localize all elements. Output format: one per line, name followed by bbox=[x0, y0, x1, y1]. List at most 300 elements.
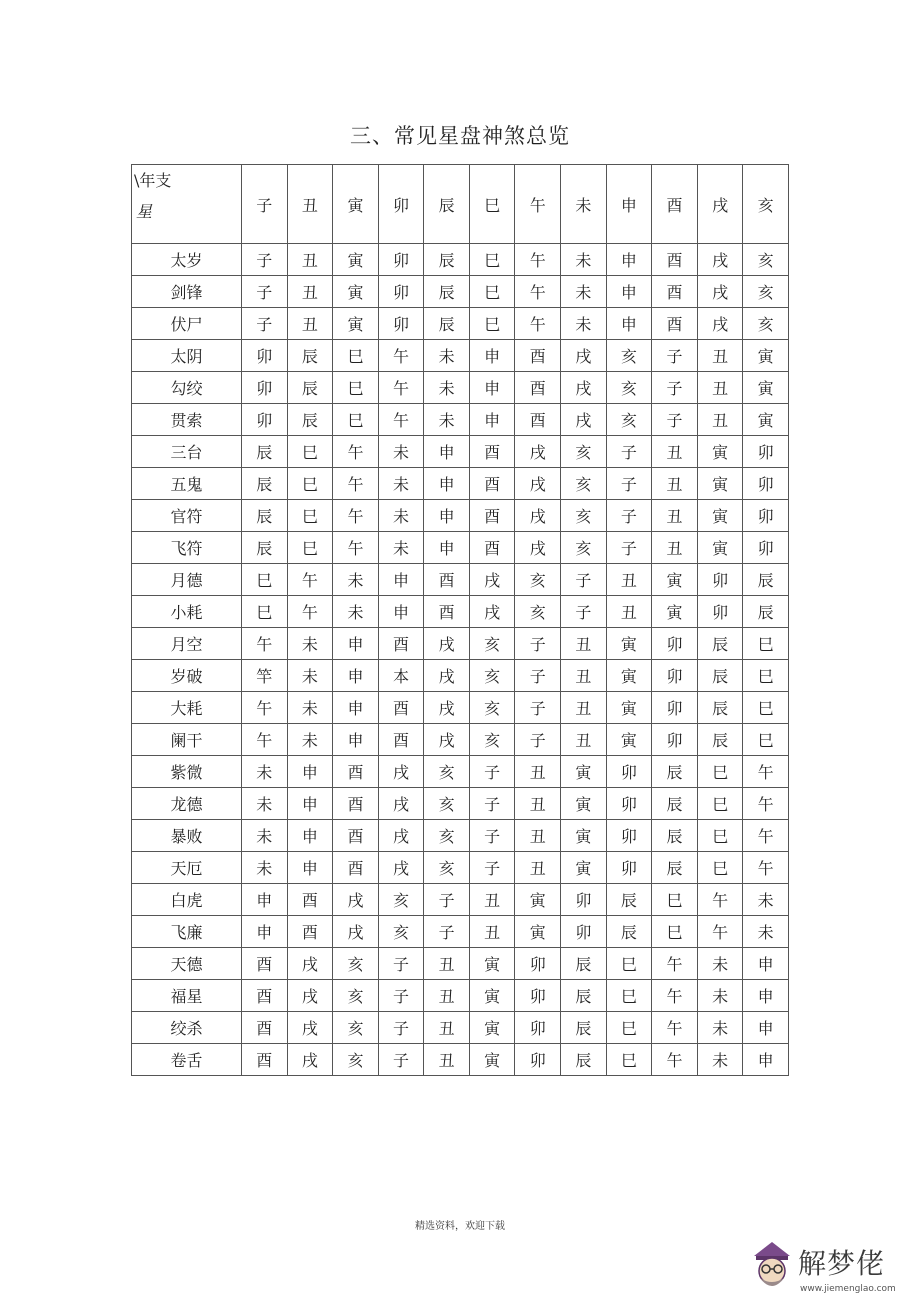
branch-value-cell: 子 bbox=[242, 308, 288, 340]
branch-value-cell: 戌 bbox=[287, 948, 333, 980]
branch-value-cell: 子 bbox=[378, 948, 424, 980]
branch-value-cell: 酉 bbox=[287, 884, 333, 916]
branch-value-cell: 酉 bbox=[424, 596, 470, 628]
branch-value-cell: 未 bbox=[424, 340, 470, 372]
branch-value-cell: 丑 bbox=[697, 404, 743, 436]
branch-value-cell: 巳 bbox=[652, 884, 698, 916]
branch-value-cell: 亥 bbox=[424, 788, 470, 820]
corner-header-cell bbox=[132, 165, 242, 244]
branch-value-cell: 未 bbox=[242, 788, 288, 820]
footer-text: 精选资料，欢迎下载 bbox=[415, 1221, 505, 1232]
branch-value-cell: 未 bbox=[242, 756, 288, 788]
star-name-cell: 三台 bbox=[132, 436, 242, 468]
table-row bbox=[132, 660, 789, 692]
branch-value-cell: 辰 bbox=[652, 852, 698, 884]
branch-value-cell: 未 bbox=[697, 1044, 743, 1076]
branch-value-cell: 子 bbox=[561, 564, 607, 596]
branch-header-cell: 午 bbox=[515, 165, 561, 244]
branch-value-cell: 巳 bbox=[606, 1044, 652, 1076]
branch-value-cell: 巳 bbox=[287, 532, 333, 564]
branch-value-cell: 申 bbox=[333, 692, 379, 724]
branch-value-cell: 子 bbox=[606, 436, 652, 468]
branch-value-cell: 亥 bbox=[469, 628, 515, 660]
branch-value-cell: 子 bbox=[515, 628, 561, 660]
branch-value-cell: 子 bbox=[515, 692, 561, 724]
branch-value-cell: 子 bbox=[652, 404, 698, 436]
branch-value-cell: 丑 bbox=[652, 500, 698, 532]
branch-value-cell: 辰 bbox=[242, 468, 288, 500]
star-name-cell: 暴败 bbox=[132, 820, 242, 852]
branch-value-cell: 戌 bbox=[333, 916, 379, 948]
branch-value-cell: 卯 bbox=[242, 340, 288, 372]
branch-value-cell: 卯 bbox=[242, 404, 288, 436]
branch-value-cell: 巳 bbox=[287, 500, 333, 532]
table-row bbox=[132, 308, 789, 340]
branch-value-cell: 丑 bbox=[561, 628, 607, 660]
branch-value-cell: 午 bbox=[378, 372, 424, 404]
branch-header-cell: 卯 bbox=[378, 165, 424, 244]
branch-value-cell: 巳 bbox=[697, 820, 743, 852]
branch-value-cell: 申 bbox=[333, 628, 379, 660]
branch-value-cell: 卯 bbox=[561, 916, 607, 948]
branch-value-cell: 午 bbox=[743, 788, 789, 820]
branch-value-cell: 未 bbox=[378, 468, 424, 500]
branch-value-cell: 辰 bbox=[561, 1044, 607, 1076]
branch-value-cell: 辰 bbox=[424, 308, 470, 340]
star-name-cell: 紫微 bbox=[132, 756, 242, 788]
branch-value-cell: 丑 bbox=[287, 308, 333, 340]
watermark-url: www.jiemenglao.com bbox=[800, 1284, 896, 1294]
branch-value-cell: 卯 bbox=[697, 564, 743, 596]
branch-value-cell: 申 bbox=[378, 564, 424, 596]
branch-value-cell: 卯 bbox=[242, 372, 288, 404]
branch-value-cell: 卯 bbox=[515, 1044, 561, 1076]
branch-value-cell: 戌 bbox=[697, 244, 743, 276]
table-row bbox=[132, 980, 789, 1012]
branch-value-cell: 巳 bbox=[697, 852, 743, 884]
branch-value-cell: 辰 bbox=[743, 596, 789, 628]
table-row bbox=[132, 564, 789, 596]
branch-value-cell: 申 bbox=[469, 404, 515, 436]
branch-value-cell: 巳 bbox=[743, 724, 789, 756]
branch-value-cell: 巳 bbox=[287, 436, 333, 468]
branch-value-cell: 申 bbox=[242, 884, 288, 916]
branch-value-cell: 未 bbox=[287, 692, 333, 724]
table-row bbox=[132, 276, 789, 308]
branch-value-cell: 戌 bbox=[469, 596, 515, 628]
branch-value-cell: 寅 bbox=[469, 948, 515, 980]
branch-value-cell: 丑 bbox=[515, 820, 561, 852]
branch-value-cell: 戌 bbox=[561, 372, 607, 404]
table-row bbox=[132, 436, 789, 468]
branch-value-cell: 亥 bbox=[515, 564, 561, 596]
branch-value-cell: 午 bbox=[652, 948, 698, 980]
branch-value-cell: 申 bbox=[469, 340, 515, 372]
branch-value-cell: 戌 bbox=[424, 724, 470, 756]
branch-value-cell: 辰 bbox=[652, 820, 698, 852]
branch-value-cell: 寅 bbox=[515, 884, 561, 916]
branch-value-cell: 竿 bbox=[242, 660, 288, 692]
branch-value-cell: 申 bbox=[606, 276, 652, 308]
branch-value-cell: 丑 bbox=[424, 948, 470, 980]
branch-value-cell: 辰 bbox=[287, 372, 333, 404]
branch-value-cell: 申 bbox=[606, 308, 652, 340]
branch-value-cell: 未 bbox=[378, 500, 424, 532]
branch-value-cell: 巳 bbox=[652, 916, 698, 948]
branch-value-cell: 丑 bbox=[469, 884, 515, 916]
branch-value-cell: 丑 bbox=[424, 1044, 470, 1076]
branch-value-cell: 子 bbox=[242, 276, 288, 308]
branch-value-cell: 巳 bbox=[333, 372, 379, 404]
branch-value-cell: 卯 bbox=[652, 724, 698, 756]
branch-value-cell: 申 bbox=[424, 500, 470, 532]
branch-value-cell: 丑 bbox=[606, 596, 652, 628]
branch-value-cell: 酉 bbox=[652, 308, 698, 340]
branch-value-cell: 卯 bbox=[743, 500, 789, 532]
branch-value-cell: 午 bbox=[697, 884, 743, 916]
branch-value-cell: 酉 bbox=[242, 1012, 288, 1044]
branch-header-cell: 亥 bbox=[743, 165, 789, 244]
branch-value-cell: 卯 bbox=[652, 692, 698, 724]
branch-value-cell: 寅 bbox=[469, 1012, 515, 1044]
branch-value-cell: 子 bbox=[652, 372, 698, 404]
branch-value-cell: 丑 bbox=[424, 1012, 470, 1044]
branch-header-cell: 申 bbox=[606, 165, 652, 244]
table-row bbox=[132, 724, 789, 756]
branch-value-cell: 辰 bbox=[652, 756, 698, 788]
branch-value-cell: 巳 bbox=[606, 980, 652, 1012]
branch-value-cell: 丑 bbox=[469, 916, 515, 948]
star-name-cell: 天厄 bbox=[132, 852, 242, 884]
branch-value-cell: 亥 bbox=[743, 276, 789, 308]
watermark-name: 解梦佬 bbox=[798, 1247, 886, 1280]
branch-value-cell: 寅 bbox=[606, 628, 652, 660]
table-row bbox=[132, 916, 789, 948]
branch-value-cell: 申 bbox=[287, 852, 333, 884]
star-name-cell: 勾绞 bbox=[132, 372, 242, 404]
branch-value-cell: 戌 bbox=[515, 436, 561, 468]
branch-value-cell: 未 bbox=[287, 628, 333, 660]
branch-value-cell: 酉 bbox=[469, 500, 515, 532]
branch-value-cell: 午 bbox=[697, 916, 743, 948]
branch-value-cell: 丑 bbox=[652, 532, 698, 564]
branch-value-cell: 未 bbox=[378, 436, 424, 468]
watermark-logo bbox=[748, 1238, 918, 1298]
branch-value-cell: 子 bbox=[606, 468, 652, 500]
branch-value-cell: 亥 bbox=[469, 660, 515, 692]
branch-value-cell: 午 bbox=[743, 852, 789, 884]
branch-value-cell: 酉 bbox=[242, 948, 288, 980]
star-name-cell: 月空 bbox=[132, 628, 242, 660]
star-name-cell: 伏尸 bbox=[132, 308, 242, 340]
branch-value-cell: 亥 bbox=[743, 308, 789, 340]
branch-value-cell: 戌 bbox=[378, 788, 424, 820]
branch-value-cell: 丑 bbox=[515, 852, 561, 884]
branch-value-cell: 辰 bbox=[287, 340, 333, 372]
branch-value-cell: 卯 bbox=[743, 532, 789, 564]
branch-value-cell: 亥 bbox=[561, 532, 607, 564]
star-name-cell: 阑干 bbox=[132, 724, 242, 756]
branch-value-cell: 寅 bbox=[561, 756, 607, 788]
branch-value-cell: 戌 bbox=[333, 884, 379, 916]
branch-value-cell: 午 bbox=[333, 468, 379, 500]
branch-value-cell: 申 bbox=[333, 724, 379, 756]
star-name-cell: 官符 bbox=[132, 500, 242, 532]
table-row bbox=[132, 404, 789, 436]
branch-value-cell: 申 bbox=[287, 788, 333, 820]
branch-value-cell: 卯 bbox=[743, 468, 789, 500]
branch-header-cell: 未 bbox=[561, 165, 607, 244]
branch-value-cell: 巳 bbox=[606, 1012, 652, 1044]
branch-value-cell: 未 bbox=[242, 820, 288, 852]
branch-value-cell: 亥 bbox=[561, 436, 607, 468]
branch-value-cell: 午 bbox=[287, 564, 333, 596]
star-name-cell: 剑锋 bbox=[132, 276, 242, 308]
branch-value-cell: 酉 bbox=[242, 1044, 288, 1076]
branch-value-cell: 丑 bbox=[287, 244, 333, 276]
branch-value-cell: 巳 bbox=[469, 276, 515, 308]
branch-value-cell: 亥 bbox=[333, 1012, 379, 1044]
branch-value-cell: 巳 bbox=[469, 244, 515, 276]
branch-value-cell: 午 bbox=[287, 596, 333, 628]
branch-value-cell: 酉 bbox=[652, 276, 698, 308]
branch-value-cell: 申 bbox=[287, 756, 333, 788]
table-row bbox=[132, 948, 789, 980]
table-row bbox=[132, 1044, 789, 1076]
branch-value-cell: 巳 bbox=[606, 948, 652, 980]
branch-value-cell: 戌 bbox=[378, 820, 424, 852]
star-name-cell: 太岁 bbox=[132, 244, 242, 276]
branch-value-cell: 午 bbox=[333, 436, 379, 468]
branch-value-cell: 未 bbox=[333, 564, 379, 596]
branch-value-cell: 巳 bbox=[333, 404, 379, 436]
branch-value-cell: 戌 bbox=[424, 660, 470, 692]
branch-value-cell: 寅 bbox=[697, 500, 743, 532]
star-name-cell: 月德 bbox=[132, 564, 242, 596]
branch-value-cell: 子 bbox=[469, 788, 515, 820]
branch-value-cell: 酉 bbox=[469, 468, 515, 500]
branch-value-cell: 酉 bbox=[378, 628, 424, 660]
branch-value-cell: 丑 bbox=[424, 980, 470, 1012]
branch-value-cell: 酉 bbox=[652, 244, 698, 276]
branch-value-cell: 辰 bbox=[561, 1012, 607, 1044]
branch-header-cell: 丑 bbox=[287, 165, 333, 244]
branch-value-cell: 酉 bbox=[515, 340, 561, 372]
branch-value-cell: 寅 bbox=[333, 276, 379, 308]
branch-value-cell: 子 bbox=[378, 980, 424, 1012]
branch-value-cell: 辰 bbox=[561, 980, 607, 1012]
branch-value-cell: 卯 bbox=[606, 756, 652, 788]
branch-value-cell: 辰 bbox=[242, 532, 288, 564]
branch-value-cell: 卯 bbox=[515, 1012, 561, 1044]
star-name-cell: 天德 bbox=[132, 948, 242, 980]
branch-value-cell: 卯 bbox=[652, 628, 698, 660]
branch-value-cell: 寅 bbox=[606, 724, 652, 756]
branch-value-cell: 巳 bbox=[333, 340, 379, 372]
branch-value-cell: 申 bbox=[333, 660, 379, 692]
branch-value-cell: 巳 bbox=[469, 308, 515, 340]
branch-value-cell: 未 bbox=[287, 724, 333, 756]
branch-value-cell: 子 bbox=[424, 916, 470, 948]
branch-value-cell: 酉 bbox=[515, 372, 561, 404]
branch-value-cell: 未 bbox=[743, 884, 789, 916]
branch-value-cell: 亥 bbox=[424, 820, 470, 852]
branch-value-cell: 酉 bbox=[333, 756, 379, 788]
branch-value-cell: 未 bbox=[424, 372, 470, 404]
branch-value-cell: 申 bbox=[242, 916, 288, 948]
branch-value-cell: 寅 bbox=[333, 308, 379, 340]
branch-value-cell: 丑 bbox=[606, 564, 652, 596]
branch-value-cell: 卯 bbox=[652, 660, 698, 692]
branch-value-cell: 子 bbox=[606, 500, 652, 532]
branch-value-cell: 未 bbox=[378, 532, 424, 564]
branch-value-cell: 丑 bbox=[515, 756, 561, 788]
branch-value-cell: 丑 bbox=[561, 724, 607, 756]
branch-value-cell: 亥 bbox=[606, 340, 652, 372]
branch-value-cell: 午 bbox=[242, 692, 288, 724]
branch-value-cell: 酉 bbox=[378, 724, 424, 756]
branch-value-cell: 巳 bbox=[242, 596, 288, 628]
branch-value-cell: 未 bbox=[697, 980, 743, 1012]
branch-value-cell: 未 bbox=[561, 244, 607, 276]
branch-value-cell: 戌 bbox=[561, 404, 607, 436]
branch-value-cell: 辰 bbox=[242, 500, 288, 532]
branch-value-cell: 寅 bbox=[561, 788, 607, 820]
branch-value-cell: 亥 bbox=[606, 404, 652, 436]
branch-value-cell: 辰 bbox=[424, 244, 470, 276]
branch-value-cell: 子 bbox=[378, 1012, 424, 1044]
branch-value-cell: 午 bbox=[652, 1012, 698, 1044]
branch-header-cell: 子 bbox=[242, 165, 288, 244]
branch-value-cell: 子 bbox=[469, 756, 515, 788]
branch-value-cell: 寅 bbox=[333, 244, 379, 276]
branch-value-cell: 卯 bbox=[378, 244, 424, 276]
branch-value-cell: 卯 bbox=[606, 788, 652, 820]
branch-value-cell: 戌 bbox=[697, 276, 743, 308]
branch-value-cell: 辰 bbox=[242, 436, 288, 468]
branch-value-cell: 酉 bbox=[469, 436, 515, 468]
branch-value-cell: 巳 bbox=[743, 628, 789, 660]
branch-value-cell: 戌 bbox=[378, 756, 424, 788]
branch-value-cell: 辰 bbox=[561, 948, 607, 980]
branch-value-cell: 戌 bbox=[424, 692, 470, 724]
table-row bbox=[132, 532, 789, 564]
branch-value-cell: 亥 bbox=[743, 244, 789, 276]
branch-value-cell: 子 bbox=[469, 852, 515, 884]
table-row bbox=[132, 468, 789, 500]
branch-value-cell: 丑 bbox=[561, 692, 607, 724]
branch-value-cell: 卯 bbox=[378, 276, 424, 308]
branch-value-cell: 申 bbox=[378, 596, 424, 628]
branch-value-cell: 酉 bbox=[333, 788, 379, 820]
branch-value-cell: 丑 bbox=[652, 468, 698, 500]
branch-value-cell: 午 bbox=[333, 500, 379, 532]
branch-value-cell: 寅 bbox=[469, 980, 515, 1012]
branch-value-cell: 未 bbox=[697, 1012, 743, 1044]
branch-value-cell: 戌 bbox=[515, 468, 561, 500]
branch-value-cell: 戌 bbox=[515, 500, 561, 532]
branch-value-cell: 寅 bbox=[743, 404, 789, 436]
table-row bbox=[132, 820, 789, 852]
table-row bbox=[132, 340, 789, 372]
table-row bbox=[132, 596, 789, 628]
branch-value-cell: 子 bbox=[242, 244, 288, 276]
branch-value-cell: 巳 bbox=[697, 756, 743, 788]
branch-value-cell: 巳 bbox=[697, 788, 743, 820]
branch-value-cell: 寅 bbox=[606, 660, 652, 692]
star-name-cell: 贯索 bbox=[132, 404, 242, 436]
branch-value-cell: 申 bbox=[287, 820, 333, 852]
branch-value-cell: 午 bbox=[242, 628, 288, 660]
branch-value-cell: 申 bbox=[743, 980, 789, 1012]
branch-value-cell: 亥 bbox=[378, 884, 424, 916]
branch-value-cell: 子 bbox=[652, 340, 698, 372]
branch-value-cell: 本 bbox=[378, 660, 424, 692]
branch-value-cell: 辰 bbox=[606, 884, 652, 916]
branch-value-cell: 酉 bbox=[242, 980, 288, 1012]
branch-value-cell: 卯 bbox=[606, 852, 652, 884]
branch-value-cell: 申 bbox=[743, 1012, 789, 1044]
branch-value-cell: 酉 bbox=[287, 916, 333, 948]
branch-value-cell: 亥 bbox=[333, 1044, 379, 1076]
fortune-teller-icon bbox=[748, 1238, 796, 1294]
branch-value-cell: 未 bbox=[561, 308, 607, 340]
branch-value-cell: 子 bbox=[469, 820, 515, 852]
branch-value-cell: 巳 bbox=[287, 468, 333, 500]
branch-value-cell: 辰 bbox=[697, 724, 743, 756]
branch-value-cell: 子 bbox=[515, 660, 561, 692]
branch-value-cell: 申 bbox=[424, 532, 470, 564]
branch-value-cell: 午 bbox=[333, 532, 379, 564]
branch-value-cell: 午 bbox=[515, 244, 561, 276]
branch-value-cell: 子 bbox=[378, 1044, 424, 1076]
branch-value-cell: 亥 bbox=[561, 468, 607, 500]
star-name-cell: 白虎 bbox=[132, 884, 242, 916]
branch-value-cell: 戌 bbox=[378, 852, 424, 884]
header-row bbox=[132, 165, 789, 244]
branch-value-cell: 寅 bbox=[743, 340, 789, 372]
table-row bbox=[132, 628, 789, 660]
corner-label-branch: \年支 bbox=[134, 171, 172, 190]
branch-value-cell: 未 bbox=[424, 404, 470, 436]
branch-value-cell: 子 bbox=[424, 884, 470, 916]
branch-value-cell: 子 bbox=[606, 532, 652, 564]
branch-value-cell: 酉 bbox=[333, 820, 379, 852]
branch-value-cell: 亥 bbox=[378, 916, 424, 948]
branch-value-cell: 未 bbox=[287, 660, 333, 692]
branch-value-cell: 午 bbox=[242, 724, 288, 756]
branch-value-cell: 酉 bbox=[424, 564, 470, 596]
branch-value-cell: 午 bbox=[743, 820, 789, 852]
branch-value-cell: 戌 bbox=[424, 628, 470, 660]
branch-value-cell: 寅 bbox=[652, 564, 698, 596]
branch-value-cell: 卯 bbox=[606, 820, 652, 852]
branch-value-cell: 午 bbox=[378, 340, 424, 372]
branch-value-cell: 午 bbox=[652, 1044, 698, 1076]
branch-value-cell: 卯 bbox=[378, 308, 424, 340]
branch-value-cell: 寅 bbox=[697, 436, 743, 468]
branch-value-cell: 午 bbox=[378, 404, 424, 436]
branch-value-cell: 亥 bbox=[561, 500, 607, 532]
table-row bbox=[132, 372, 789, 404]
branch-value-cell: 戌 bbox=[561, 340, 607, 372]
branch-value-cell: 寅 bbox=[469, 1044, 515, 1076]
branch-value-cell: 辰 bbox=[606, 916, 652, 948]
branch-value-cell: 戌 bbox=[515, 532, 561, 564]
branch-value-cell: 寅 bbox=[561, 852, 607, 884]
branch-value-cell: 寅 bbox=[697, 532, 743, 564]
star-table bbox=[131, 164, 789, 1076]
